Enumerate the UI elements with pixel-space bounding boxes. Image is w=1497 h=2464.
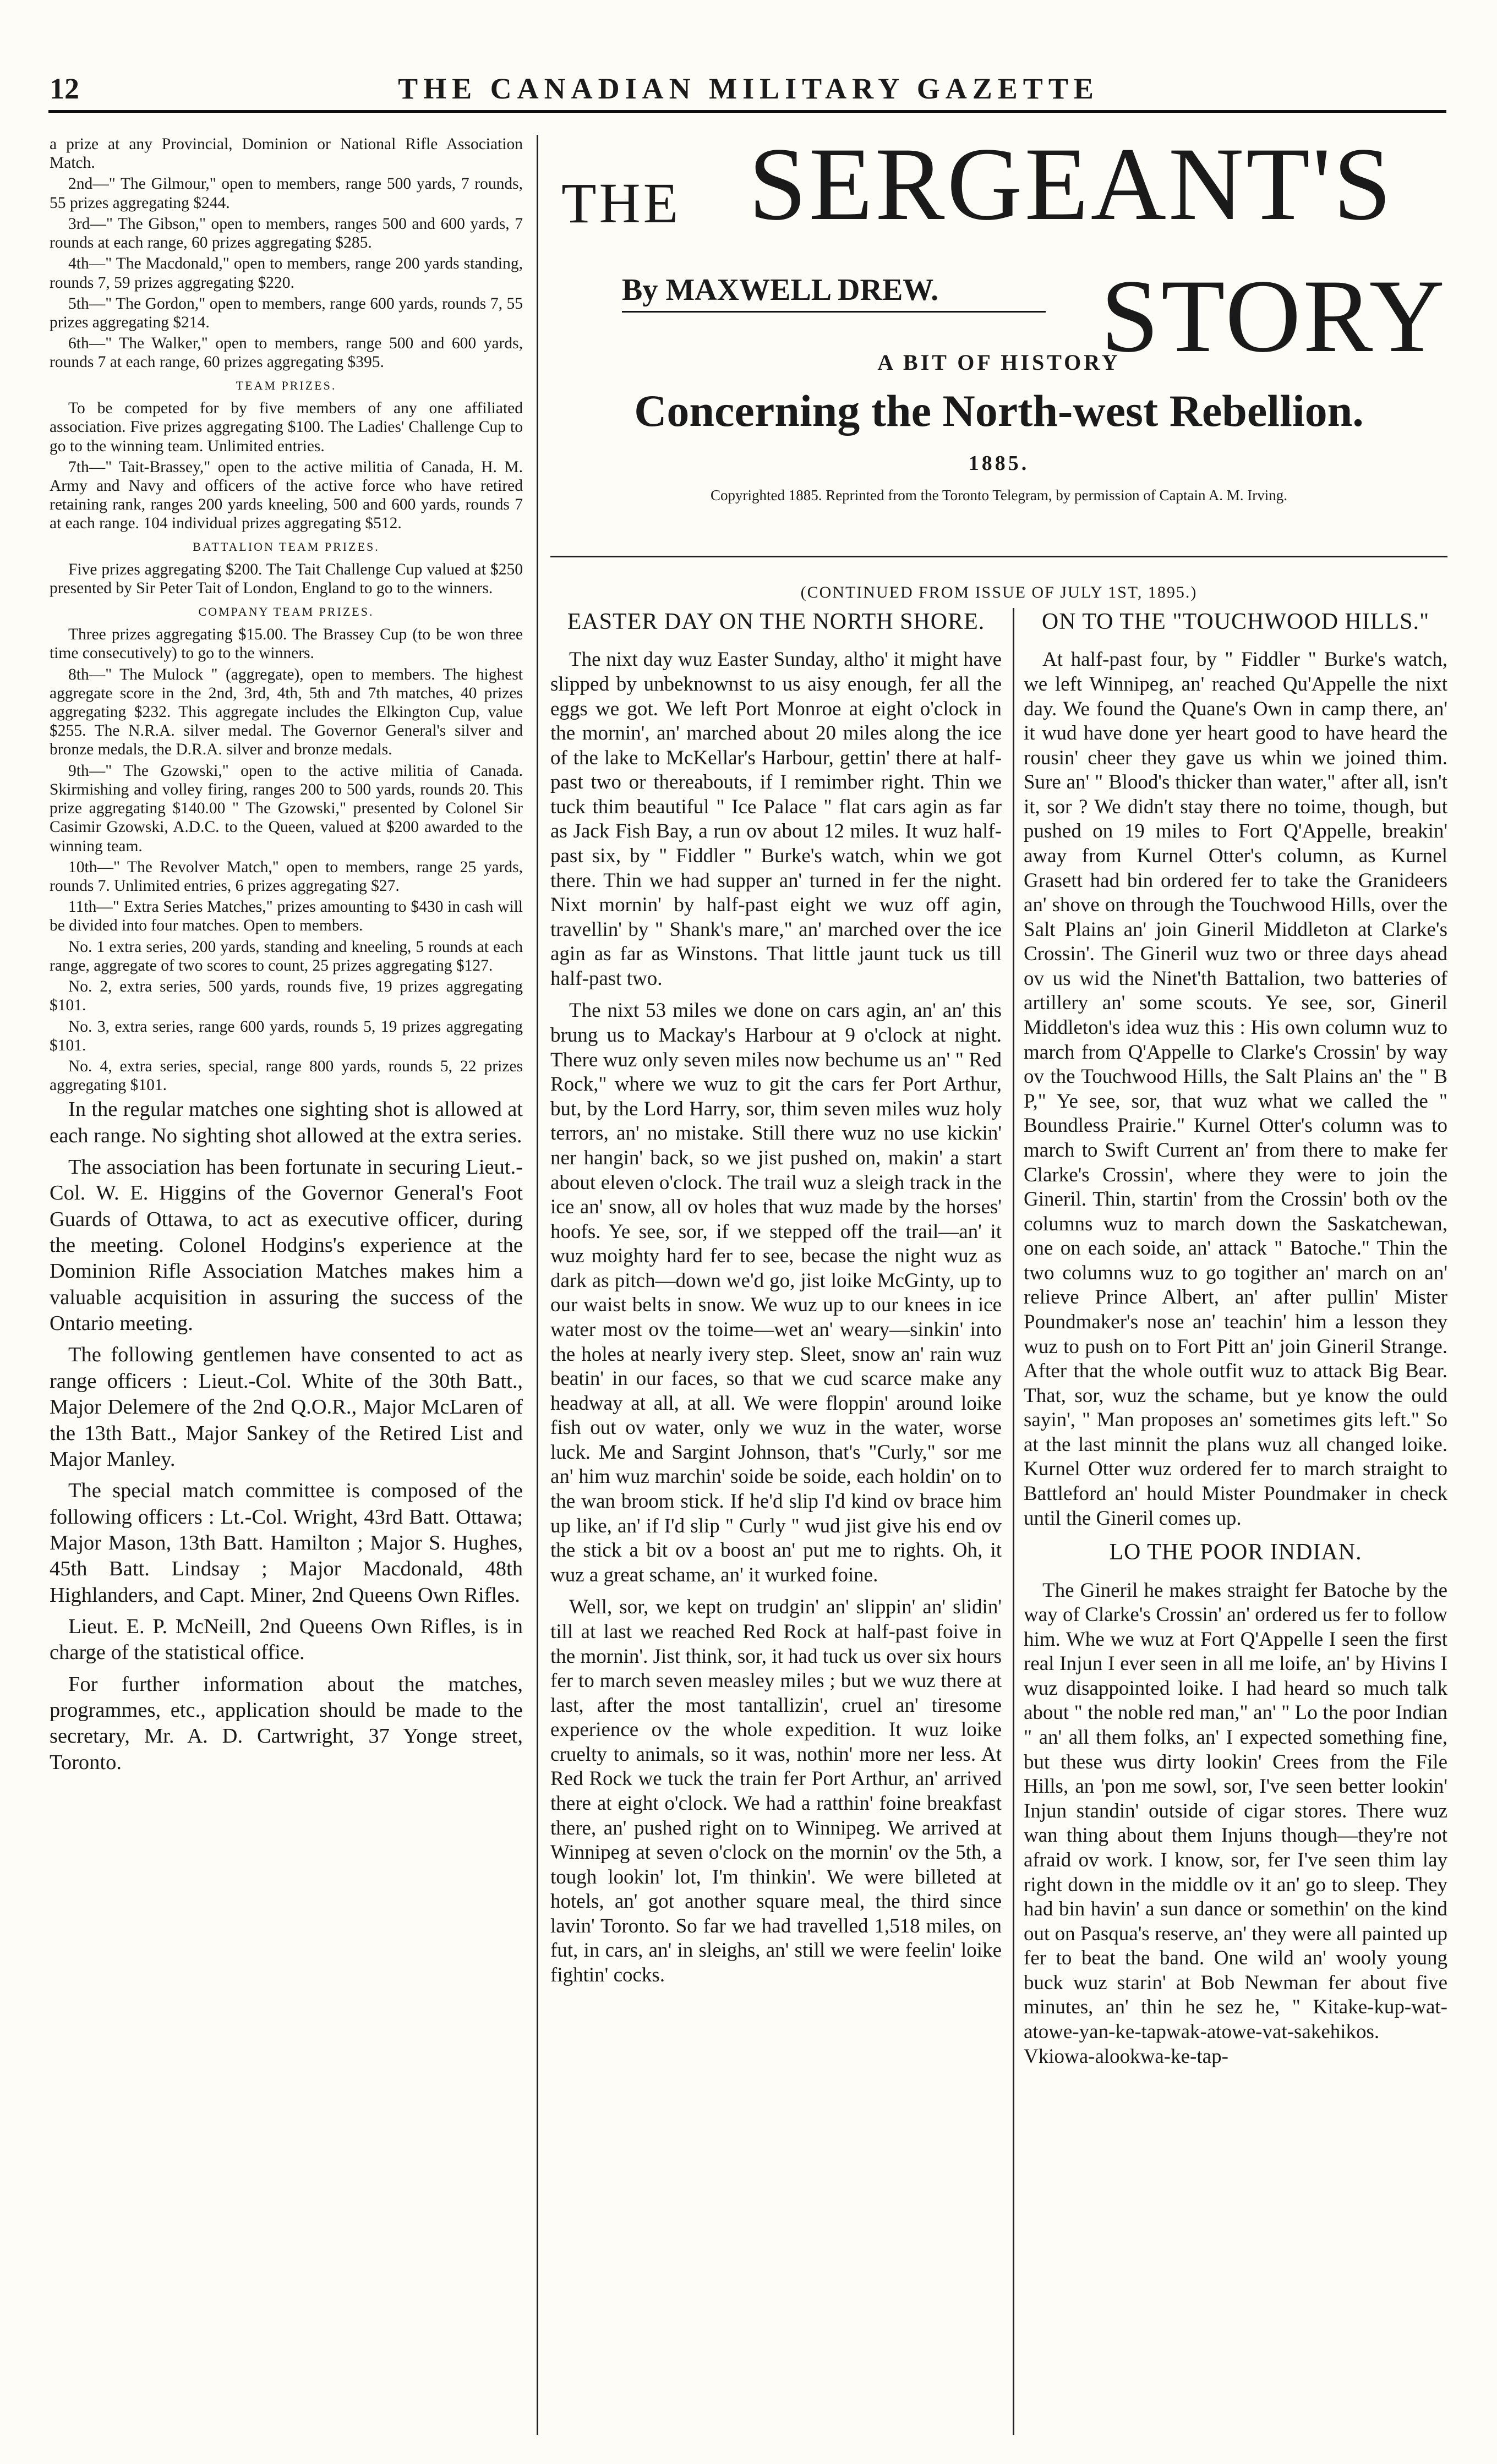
paragraph: The special match committee is composed of the following officers : Lt.-Col. Wright, 43rd Batt. Ottawa; Major Mason, 13th Batt. Hamilton ; Major S. Hughes, 45th Batt. Lindsay ; Major Macdonald, 48th Highlanders, and Capt. Miner, 2nd Queens Own Rifles. [50, 1479, 523, 1607]
paragraph: No. 3, extra series, range 600 yards, rounds 5, 19 prizes aggregating $101. [50, 1017, 523, 1054]
paragraph: The nixt day wuz Easter Sunday, altho' it might have slipped by unbeknownst to us aisy enough, fer all the eggs we got. We left Port Monroe at eight o'clock in the mornin', an' marched about 20 miles along the ice of the lake to McKellar's Harbour, gettin' there at half-past two or thereabouts, if I remimber right. Thin we tuck thim beautiful " Ice Palace " flat cars agin as far as Jack Fish Bay, a run ov about 12 miles. It wuz half-past six, by " Fiddler " Burke's watch, whin we got there. Thin we had supper an' turned in fer the night. Nixt mornin' by half-past eight we wuz off agin, travellin' by " Shank's mare," an' marched over the ice agin as far as Winstons. That little jaunt tuck us till half-past two. [550, 648, 1002, 990]
notes-section [50, 1097, 523, 1776]
rules-section [50, 135, 523, 1094]
section-heading: TEAM PRIZES. [236, 378, 337, 392]
left-column [50, 135, 523, 1781]
page-number: 12 [50, 72, 79, 105]
paragraph: 7th—" Tait-Brassey," open to the active militia of Canada, H. M. Army and Navy and officers of the active force who have retired retaining rank, ranges 200 yards kneeling, 500 and 600 yards, rounds 7 at each range. 104 individual prizes aggregating $512. [50, 458, 523, 533]
paragraph: In the regular matches one sighting shot is allowed at each range. No sighting shot allowed at the extra series. [50, 1098, 523, 1147]
paragraph: 11th—" Extra Series Matches," prizes amounting to $430 in cash will be divided into four matches. Open to members. [50, 898, 523, 935]
paragraph: Five prizes aggregating $200. The Tait Challenge Cup valued at $250 presented by Sir Peter Tait of London, England to go to the winners. [50, 561, 523, 598]
subtitle-year: 1885. [968, 452, 1030, 475]
paragraph: At half-past four, by " Fiddler " Burke's watch, we left Winnipeg, an' reached Qu'Appelle the nixt day. We found the Quane's Own in camp there, an' it wud have done yer heart good to have heard the rousin' cheer they gave us whin we joined thim. Sure an' " Blood's thicker than water," after all, isn't it, sor ? We didn't stay there no toime, though, but pushed on 19 miles to Fort Q'Appelle, breakin' away from Kurnel Otter's column, as Kurnel Grasett had bin ordered fer to take the Granideers an' shove on through the Touchwood Hills, over the Salt Plains an' join Gineril Middleton at Clarke's Crossin'. The Gineril wuz two or three days ahead ov us wid the Ninet'th Battalion, two batteries of artillery an' some scouts. Ye see, sor, Gineril Middleton's idea wuz this : His own column wuz to march from Q'Appelle to Clarke's Crossin' by way ov the Touchwood Hills, the Salt Plains an' the " B P," Ye see, sor, that wuz what we called the " Boundless Prairie." Kurnel Otter's column was to march to Swift Current an' from there to make fer Clarke's Crossin', where they were to join the Gineril. Thin, startin' from the Crossin' both ov the columns wuz to march down the Saskatchewan, one on each soide, an' attack " Batoche." Thin the two columns wuz to go togither an' march on an' relieve Prince Albert, an' after pullin' Mister Poundmaker's nose an' teachin' him a lesson they wuz to push on to Fort Pitt an' join Gineril Strange. After that the whole outfit wuz to attack Big Bear. That, sor, wuz the schame, but ye know the ould sayin', " Man proposes an' sometimes gits left." So at the last minnit the plans wuz all changed loike. Kurnel Otter wuz ordered fer to march straight to Battleford an' hould Mister Poundmaker in check until the Gineril comes up. [1024, 648, 1447, 1530]
paragraph: 6th—" The Walker," open to members, range 500 and 600 yards, rounds 7 at each range, 60 prizes aggregating $395. [50, 335, 523, 371]
paragraph: 9th—" The Gzowski," open to the active militia of Canada. Skirmishing and volley firing, ranges 200 to 500 yards, rounds 20. This prize aggregating $140.00 " The Gzowski," presented by Colonel Sir Casimir Gzowski, A.D.C. to the Queen, valued at $200 awarded to the winning team. [50, 762, 523, 855]
paragraph: No. 1 extra series, 200 yards, standing and kneeling, 5 rounds at each range, aggregate of two scores to count, 25 prizes aggregating $127. [50, 938, 523, 974]
story-title-block [550, 127, 1447, 534]
subtitle-bit: A BIT OF HISTORY [877, 350, 1121, 375]
paragraph: 8th—" The Mulock " (aggregate), open to members. The highest aggregate score in the 2nd, 3rd, 4th, 5th and 7th matches, 40 prizes aggregating $232. This aggregate includes the Elkington Cup, value $255. The N.R.A. silver medal. The Governor General's silver and bronze medals, the D.R.A. silver and bronze medals. [50, 665, 523, 759]
subtitle-concerning: Concerning the North-west Rebellion. [634, 386, 1364, 436]
middle-column [550, 608, 1002, 1996]
section-heading: BATTALION TEAM PRIZES. [193, 539, 380, 554]
column-divider [1013, 608, 1014, 2435]
section-heading: COMPANY TEAM PRIZES. [198, 604, 374, 618]
paragraph: 3rd—" The Gibson," open to members, ranges 500 and 600 yards, 7 rounds at each range, 60 prizes aggregating $285. [50, 215, 523, 252]
continued-note: (CONTINUED FROM ISSUE OF JULY 1ST, 1895.) [800, 583, 1198, 601]
section-heading: EASTER DAY ON THE NORTH SHORE. [567, 609, 985, 634]
paragraph: The following gentlemen have consented to act as range officers : Lieut.-Col. White of the 30th Batt., Major Delemere of the 2nd Q.O.R., Major McLaren of the 13th Batt., Major Sankey of the Retired List and Major Manley. [50, 1343, 523, 1471]
column-divider [537, 135, 538, 2435]
section-heading: LO THE POOR INDIAN. [1109, 1540, 1362, 1565]
paragraph: Well, sor, we kept on trudgin' an' slippin' an' slidin' till at last we reached Red Rock at half-past foive in the mornin'. Jist think, sor, it had tuck us over six hours fer to march seven measley miles ; but we wuz there at last, after the most tantallizin', cruel an' tiresome experience ov the whole expedition. It wuz loike cruelty to animals, so it was, nothin' more ner less. At Red Rock we tuck the train fer Port Arthur, an' arrived there at eight o'clock. We had a ratthin' foine breakfast there, an' pushed right on to Winnipeg. We arrived at Winnipeg at seven o'clock on the mornin' ov the 5th, a tough lookin' lot, I'm thinkin'. We were billeted at hotels, an' got another square meal, the third since lavin' Toronto. So far we had travelled 1,518 miles, on fut, in cars, an' in sleighs, an' still we were feelin' loike fightin' cocks. [550, 1596, 1002, 1987]
byline: By MAXWELL DREW. [622, 272, 1046, 313]
paragraph: For further information about the matches, programmes, etc., application should be made to the secretary, Mr. A. D. Cartwright, 37 Yonge street, Toronto. [50, 1672, 523, 1774]
title-sergeants: SERGEANT'S [749, 127, 1394, 242]
page-header [50, 72, 1447, 105]
publication-title: THE CANADIAN MILITARY GAZETTE [398, 72, 1099, 105]
header-rule [48, 110, 1446, 113]
story-rule [550, 556, 1447, 557]
paragraph: The nixt 53 miles we done on cars agin, an' an' this brung us to Mackay's Harbour at 9 o'clock at night. There wuz only seven miles now bechume us an' " Red Rock," where we wuz to git the cars fer Port Arthur, but, by the Lord Harry, sor, thim seven miles wuz holy terrors, an' no mistake. Still there wuz no use kickin' ner hangin' back, so we jist pushed on, makin' a start about eleven o'clock. The trail wuz a sleigh track in the ice an' snow, all ov holes that wuz made by the horses' hoofs. Ye see, sor, if we stepped off the trail—an' it wuz moighty hard fer to see, becase the night wuz as dark as pitch—down we'd go, jist loike McGinty, up to our waist belts in snow. We wuz up to our knees in ice water most ov the toime—wet an' weary—sinkin' into the holes at nearly ivery step. Sleet, snow an' rain wuz beatin' in our faces, so that we cud scarce make any headway at all, at all. We were floppin' around loike fish out ov water, only we wuz in the water, worse luck. Me and Sargint Johnson, that's "Curly," sor me an' him wuz marchin' soide be soide, each holdin' on to the wan broom stick. If he'd slip I'd kind ov brace him up like, an' if I'd slip " Curly " wud jist give his end ov the stick a bit ov a boost an' put me to rights. Oh, it wuz a great schame, an' it wurked foine. [550, 999, 1002, 1586]
paragraph: The association has been fortunate in securing Lieut.-Col. W. E. Higgins of the Governor General's Foot Guards of Ottawa, to act as executive officer, during the meeting. Colonel Hodgins's experience at the Dominion Rifle Association Matches makes him a valuable acquisition in assuring the success of the Ontario meeting. [50, 1156, 523, 1335]
copyright-line: Copyrighted 1885. Reprinted from the Toronto Telegram, by permission of Captain A. M. Irving. [710, 487, 1288, 503]
paragraph: No. 4, extra series, special, range 800 yards, rounds 5, 22 prizes aggregating $101. [50, 1057, 523, 1094]
paragraph: 4th—" The Macdonald," open to members, range 200 yards standing, rounds 7, 59 prizes aggregating $220. [50, 255, 523, 292]
paragraph: 10th—" The Revolver Match," open to members, range 25 yards, rounds 7. Unlimited entries, 6 prizes aggregating $27. [50, 858, 523, 895]
right-column [1024, 608, 1447, 2077]
paragraph: a prize at any Provincial, Dominion or National Rifle Association Match. [50, 135, 523, 172]
paragraph: No. 2, extra series, 500 yards, rounds five, 19 prizes aggregating $101. [50, 978, 523, 1015]
paragraph: Lieut. E. P. McNeill, 2nd Queens Own Rifles, is in charge of the statistical office. [50, 1614, 523, 1664]
paragraph: 2nd—" The Gilmour," open to members, range 500 yards, 7 rounds, 55 prizes aggregating $244. [50, 175, 523, 212]
section-heading: ON TO THE "TOUCHWOOD HILLS." [1041, 609, 1430, 634]
paragraph: Three prizes aggregating $15.00. The Brassey Cup (to be won three time consecutively) to go to the winners. [50, 626, 523, 662]
paragraph: 5th—" The Gordon," open to members, range 600 yards, rounds 7, 55 prizes aggregating $214. [50, 294, 523, 331]
paragraph: To be competed for by five members of any one affiliated association. Five prizes aggregating $100. The Ladies' Challenge Cup to go to the winning team. Unlimited entries. [50, 399, 523, 455]
paragraph: The Gineril he makes straight fer Batoche by the way of Clarke's Crossin' an' ordered us fer to follow him. Whe we wuz at Fort Q'Appelle I seen the first real Injun I ever seen in all me loife, an' by Hivins I wuz disappointed loike. I had heard so much talk about " the noble red man," an' " Lo the poor Indian " an' all them folks, an' I expected something fine, but these wus dirty lookin' Crees from the File Hills, an 'pon me sowl, sor, I've seen better lookin' Injun standin' outside of cigar stores. There wuz wan thing about them Injuns though—they're not afraid ov work. I know, sor, fer I've seen thim lay right down in the middle ov it an' go to sleep. They had bin havin' a sun dance or somethin' on the kind out on Pasqua's reserve, an' they were all painted up fer to beat the band. One wild an' wooly young buck wuz starin' at Bob Newman fer about five minutes, an' thin he sez he, " Kitake-kup-wat-atowe-yan-ke-tapwak-atowe-vat-sakehikos. Vkiowa-alookwa-ke-tap- [1024, 1579, 1447, 2068]
title-story: STORY [1101, 259, 1447, 374]
title-the: THE [561, 172, 681, 235]
